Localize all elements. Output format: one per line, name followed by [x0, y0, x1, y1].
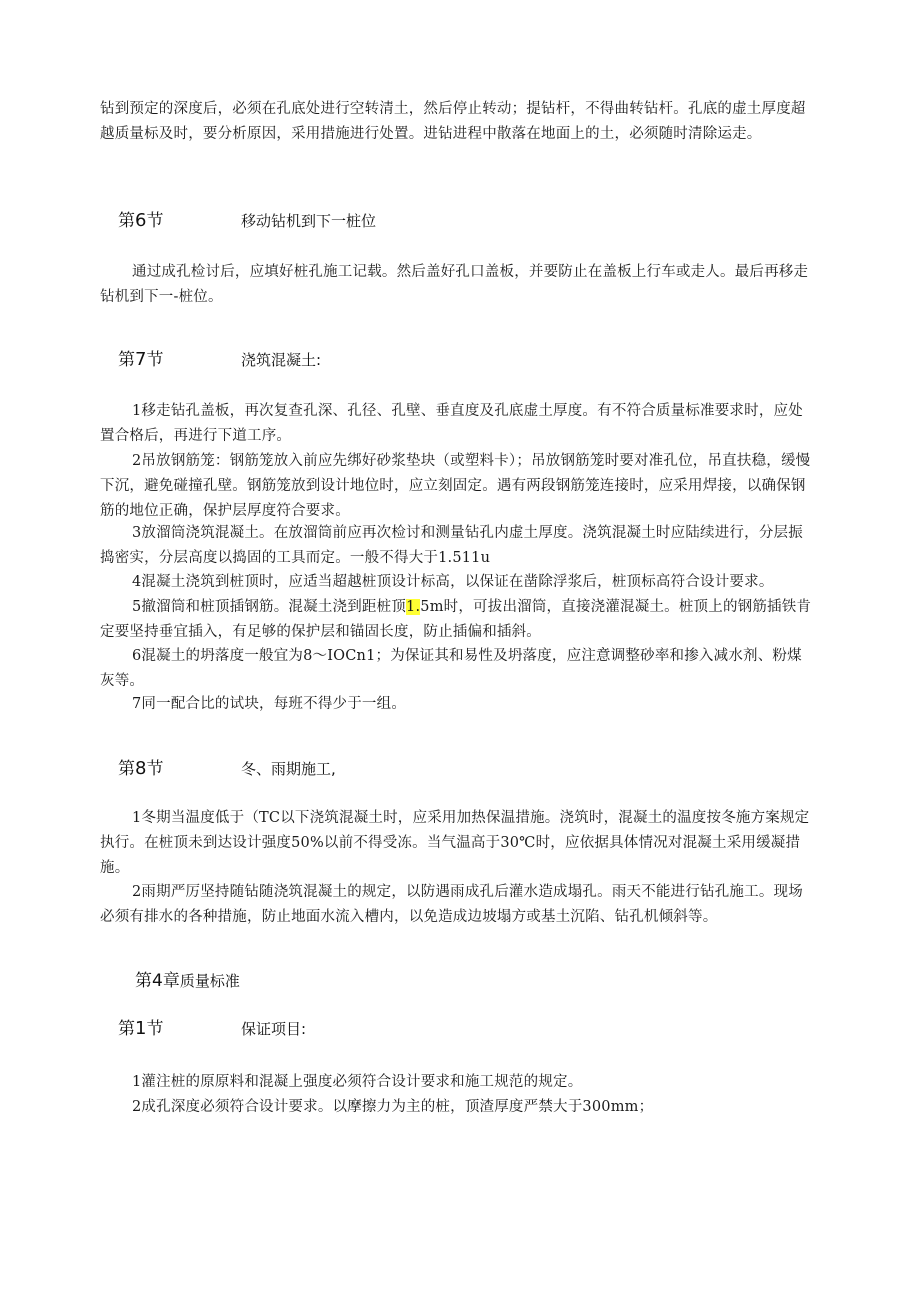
paragraph-guarantee-2: 2成孔深度必须符合设计要求。以摩擦力为主的桩，顶渣厚度严禁大于300mm； [132, 1099, 654, 1115]
section-heading-8 [118, 754, 163, 779]
section-suffix: 节 [146, 350, 164, 370]
section-title-8: 冬、雨期施工, [241, 760, 336, 778]
section-label: 第 [118, 759, 135, 779]
paragraph-step-1: 1移走钻孔盖板，再次复查孔深、孔径、孔壁、垂直度及孔底虚土厚度。有不符合质量标准要求时，应处置合格后，再进行下道工序。 [100, 403, 803, 444]
section-label: 第 [118, 350, 135, 370]
paragraph-winter: 1冬期当温度低于（TC以下浇筑混凝土时，应采用加热保温措施。浇筑时，混凝土的温度按冬施方案规定执行。在桩顶未到达设计强度50%以前不得受冻。当气温高于30℃时，应依据具体情况对混凝土采用缓凝措施。 [100, 810, 810, 876]
chapter-suffix: 章 [162, 971, 180, 991]
section-title-7: 浇筑混凝土: [241, 351, 322, 369]
section-number: 8 [135, 758, 147, 779]
paragraph-step-3: 3放溜筒浇筑混凝土。在放溜筒前应再次检讨和测量钻孔内虚土厚度。浇筑混凝土时应陆续进行，分层振捣密实，分层高度以捣固的工具而定。一般不得大于1.511u [100, 525, 803, 566]
paragraph-step-2: 2吊放钢筋笼：钢筋笼放入前应先绑好砂浆垫块（或塑料卡）；吊放钢筋笼时要对准孔位，吊直扶稳，缓慢下沉，避免碰撞孔壁。钢筋笼放到设计地位时，应立刻固定。遇有两段钢筋笼连接时，应采用焊接，以确保钢筋的地位正确，保护层厚度符合要求。 [100, 453, 811, 519]
section-number: 7 [135, 349, 147, 370]
section-heading-6 [118, 206, 163, 231]
section-heading-7 [118, 345, 163, 370]
section-suffix: 节 [146, 211, 164, 231]
section-heading-1 [118, 1014, 163, 1039]
step-5-text-start: 5撤溜筒和桩顶插钢筋。混凝土浇到距桩顶 [132, 599, 407, 615]
paragraph-step-7: 7同一配合比的试块，每班不得少于一组。 [132, 696, 407, 712]
step-5-text-end: 5m时，可拔出溜筒，直接浇灌混凝土。桩顶上的钢筋插铁肯定要坚持垂宜插入，有足够的保护层和锚固长度，防止插偏和插斜。 [100, 599, 812, 640]
section-suffix: 节 [146, 1019, 164, 1039]
highlighted-value: 1. [406, 599, 421, 615]
chapter-title: 质量标准 [179, 972, 240, 990]
paragraph-move-rig: 通过成孔检讨后，应填好桩孔施工记载。然后盖好孔口盖板，并要防止在盖板上行车或走人。最后再移走钻机到下一-桩位。 [100, 264, 809, 305]
paragraph-rain: 2雨期严厉坚持随钻随浇筑混凝土的规定，以防遇雨成孔后灌水造成塌孔。雨天不能进行钻孔施工。现场必须有排水的各种措施，防止地面水流入槽内，以免造成边坡塌方或基土沉陷、钻孔机倾斜等。 [100, 884, 803, 925]
section-label: 第 [118, 211, 135, 231]
section-number: 6 [135, 210, 147, 231]
section-number: 1 [135, 1018, 147, 1039]
paragraph-step-5 [100, 595, 812, 645]
chapter-number: 4 [152, 971, 163, 991]
paragraph-guarantee-1: 1灌注桩的原原料和混凝上强度必须符合设计要求和施工规范的规定。 [132, 1074, 583, 1090]
section-title-6: 移动钻机到下一桩位 [241, 212, 377, 230]
paragraph-drilling-cleanup: 钻到预定的深度后，必须在孔底处进行空转清土，然后停止转动；提钻杆，不得曲转钻杆。孔底的虚土厚度超越质量标及时，要分析原因，采用措施进行处置。进钻进程中散落在地面上的土，必须随时清除运走。 [100, 101, 806, 142]
chapter-heading-4 [135, 966, 240, 991]
section-title-1: 保证项目: [241, 1020, 307, 1038]
chapter-label: 第 [135, 971, 152, 991]
paragraph-step-6: 6混凝土的坍落度一般宜为8～IOCn1；为保证其和易性及坍落度，应注意调整砂率和掺入减水剂、粉煤灰等。 [100, 648, 802, 689]
section-label: 第 [118, 1019, 135, 1039]
section-suffix: 节 [146, 759, 164, 779]
paragraph-step-4: 4混凝土浇筑到桩顶时，应适当超越桩顶设计标高，以保证在凿除浮浆后，桩顶标高符合设计要求。 [132, 574, 774, 590]
